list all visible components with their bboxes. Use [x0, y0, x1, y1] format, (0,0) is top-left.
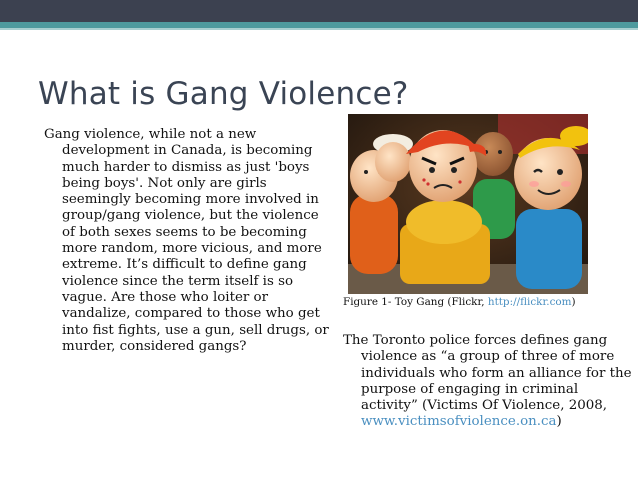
figure-caption-suffix: ) [571, 296, 576, 308]
slide-title: What is Gang Violence? [38, 76, 409, 112]
figure-caption [343, 296, 576, 308]
body-right-text: The Toronto police forces defines gang violence as “a group of three of more individuals who form an alliance for the purpose of engaging in criminal activity” (Victims Of Violence, 2008, [343, 333, 632, 414]
header-band-light [0, 28, 638, 30]
flickr-link[interactable]: http://flickr.com [487, 296, 572, 308]
body-right-suffix: ) [556, 414, 562, 430]
toy-gang-photo [348, 114, 588, 294]
body-right-paragraph [343, 333, 633, 431]
body-left-paragraph: Gang violence, while not a new development in Canada, is becoming much harder to dismiss as just 'boys being boys'. Not only are girls seemingly becoming more involved in group/gang violence, but the violence of both sexes seems to be becoming more random, more vicious, and more extreme. It’s difficult to define gang violence since the term itself is so vague. Are those who loiter or vandalize, compared to those who get into fist fights, use a gun, sell drugs, or murder, considered gangs? [44, 127, 329, 354]
header-band-dark [0, 0, 638, 22]
victims-of-violence-link[interactable]: www.victimsofviolence.on.ca [361, 414, 557, 430]
figure-caption-text: Figure 1- Toy Gang (Flickr, [343, 296, 488, 308]
